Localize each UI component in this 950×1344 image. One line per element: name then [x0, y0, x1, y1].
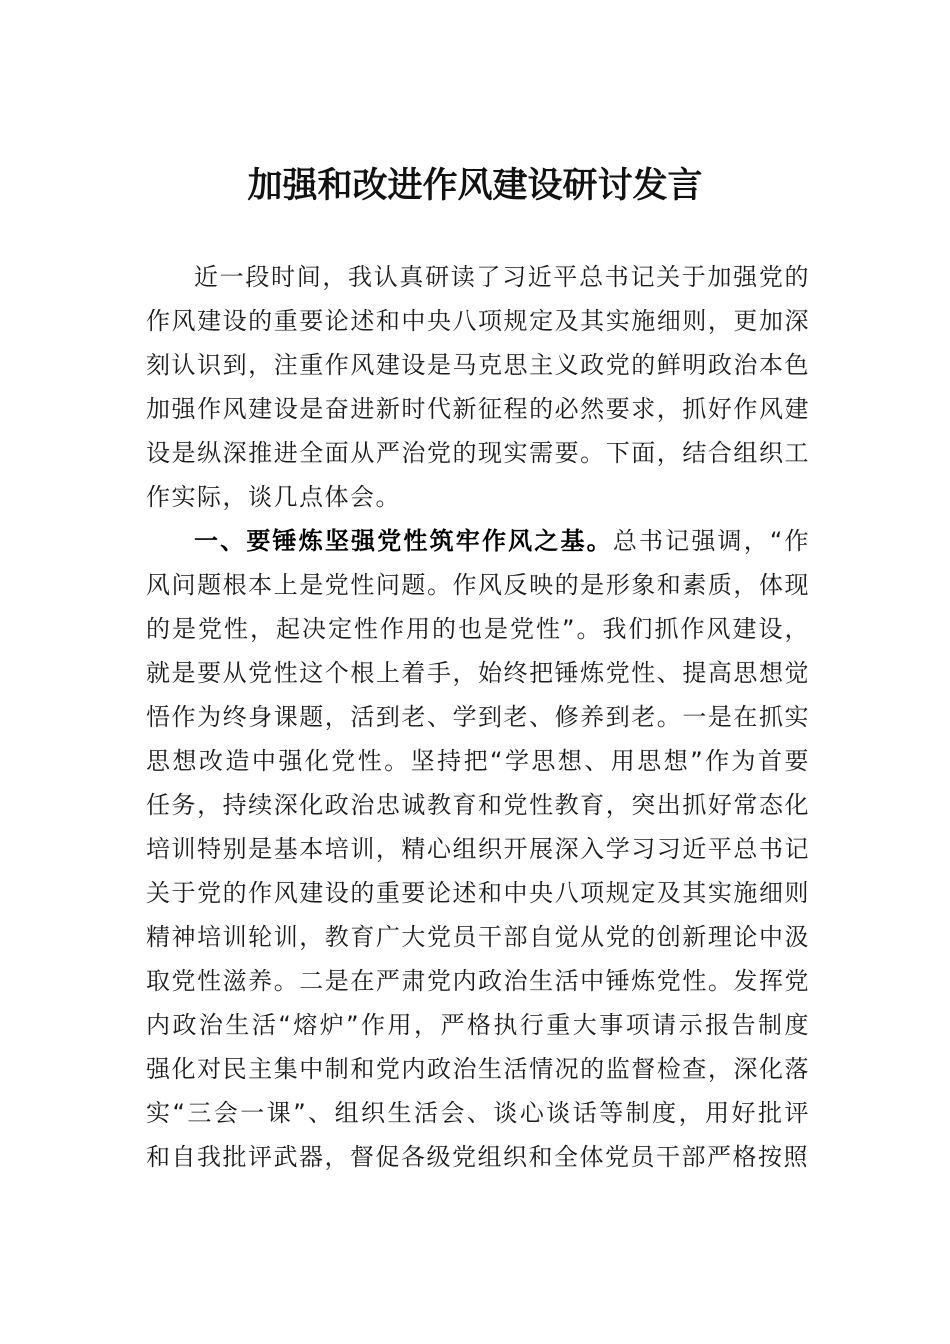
document-title: 加强和改进作风建设研讨发言 — [247, 165, 703, 206]
section-one-paragraph — [146, 519, 810, 1179]
intro-paragraph-text: 近一段时间，我认真研读了习近平总书记关于加强党的作风建设的重要论述和中央八项规定及其实施细则，更加深刻认识到，注重作风建设是马克思主义政党的鲜明政治本色加强作风建设是奋进新时代新征程的必然要求，抓好作风建设是纵深推进全面从严治党的现实需要。下面，结合组织工作实际，谈几点体会。 — [146, 263, 810, 511]
section-one-text: 总书记强调，“作风问题根本上是党性问题。作风反映的是形象和素质，体现的是党性，起决定性作用的也是党性”。我们抓作风建设，就是要从党性这个根上着手，始终把锤炼党性、提高思想觉悟作为终身课题，活到老、学到老、修养到老。一是在抓实思想改造中强化党性。坚持把“学思想、用思想”作为首要任务，持续深化政治忠诚教育和党性教育，突出抓好常态化培训特别是基本培训，精心组织开展深入学习习近平总书记关于党的作风建设的重要论述和中央八项规定及其实施细则精神培训轮训，教育广大党员干部自觉从党的创新理论中汲取党性滋养。二是在严肃党内政治生活中锤炼党性。发挥党内政治生活“熔炉”作用，严格执行重大事项请示报告制度强化对民主集中制和党内政治生活情况的监督检查，深化落实“三会一课”、组织生活会、谈心谈话等制度，用好批评和自我批评武器，督促各级党组织和全体党员干部严格按照 — [146, 527, 810, 1171]
section-one-heading: 一、要锤炼坚强党性筑牢作风之基。 — [194, 527, 613, 555]
document-body — [146, 255, 810, 1179]
intro-paragraph — [146, 255, 810, 519]
